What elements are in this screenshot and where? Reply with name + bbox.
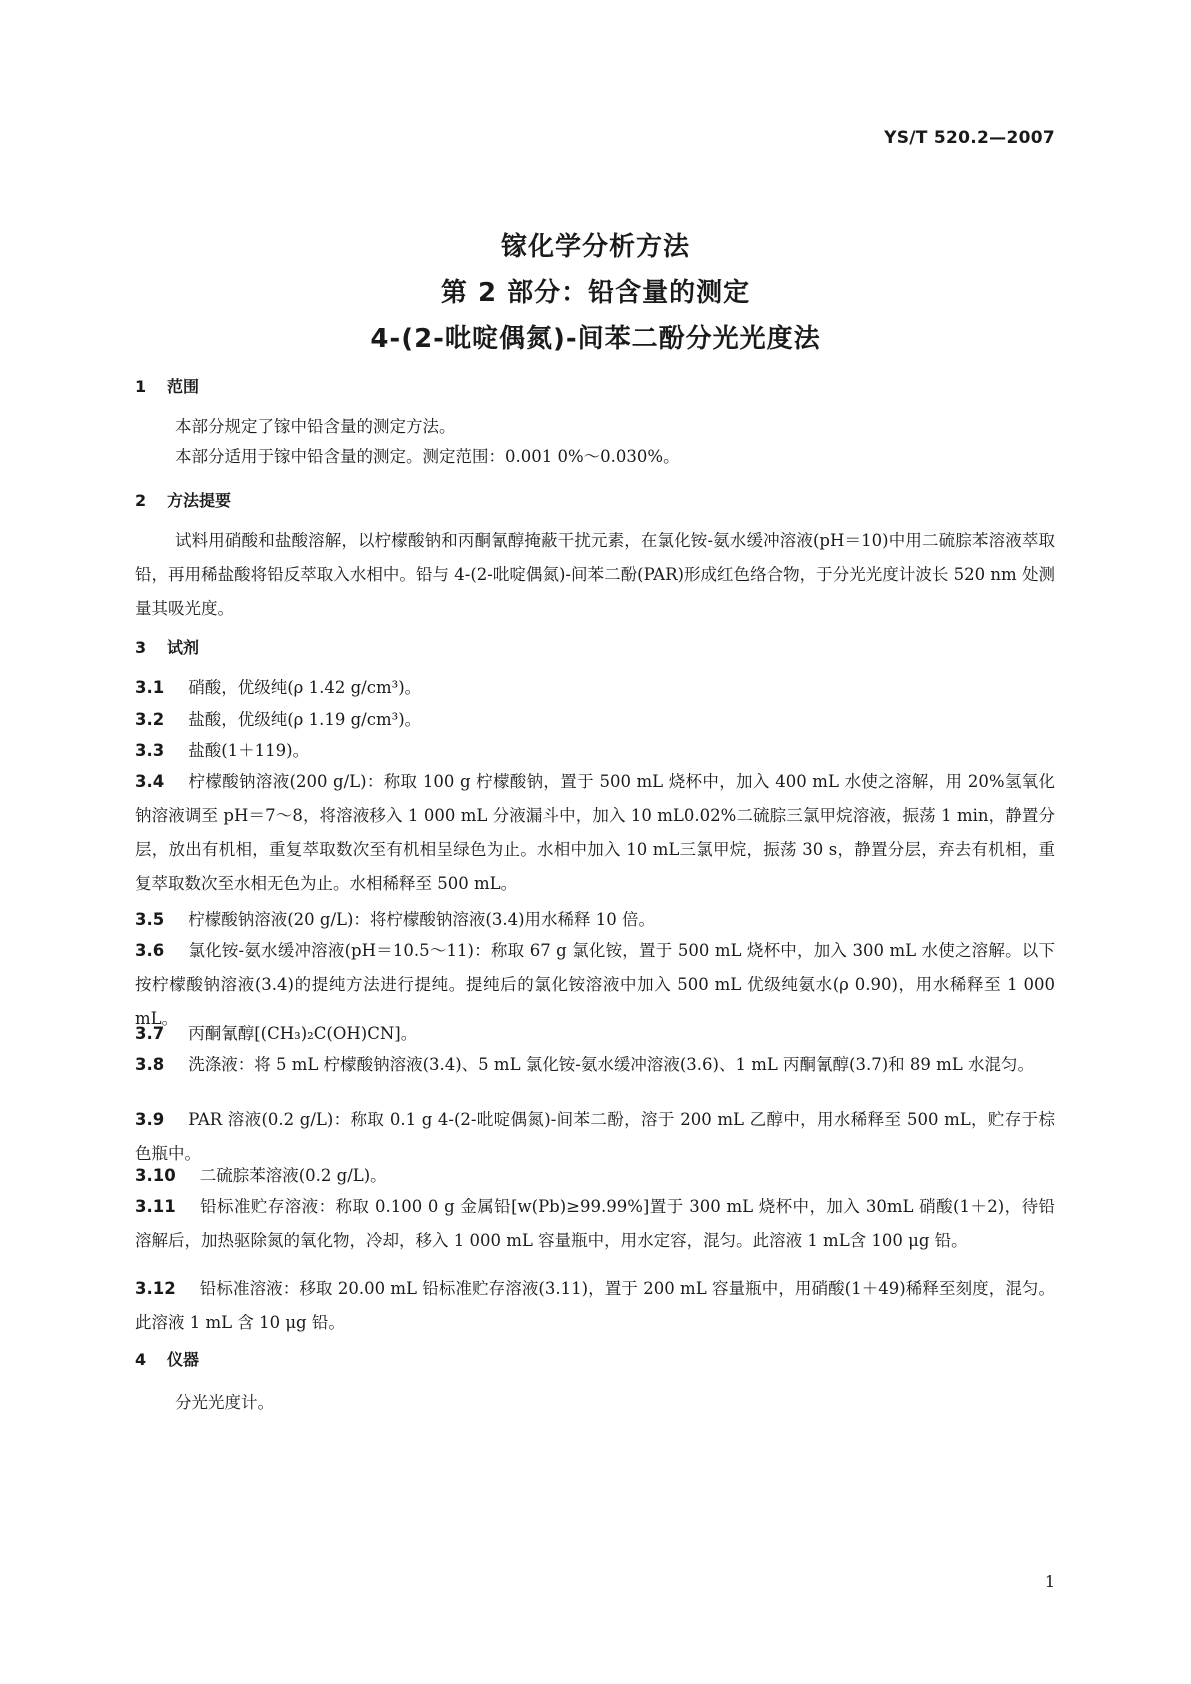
- item-text: 铅标准溶液：移取 20.00 mL 铅标准贮存溶液(3.11)，置于 200 mL 容量瓶中，用硝酸(1＋49)稀释至刻度，混匀。此溶液 1 mL 含 10 μg 铅。: [135, 1279, 1055, 1332]
- item-text: 氯化铵-氨水缓冲溶液(pH＝10.5～11)：称取 67 g 氯化铵，置于 500 mL 烧杯中，加入 300 mL 水使之溶解。以下按柠檬酸钠溶液(3.4)的提纯方法进行提纯。提纯后的氯化铵溶液中加入 500 mL 优级纯氨水(ρ 0.90)，用水稀释至 1 000 mL。: [135, 941, 1055, 1028]
- section-heading-3: [135, 635, 199, 658]
- section-heading-1: [135, 374, 199, 397]
- title-line-2: 第 2 部分：铅含量的测定: [440, 278, 751, 308]
- reagent-item: [135, 765, 1055, 901]
- item-text: 丙酮氰醇[(CH₃)₂C(OH)CN]。: [188, 1024, 418, 1043]
- item-text: 二硫腙苯溶液(0.2 g/L)。: [199, 1166, 387, 1185]
- section-heading-4: [135, 1347, 199, 1370]
- reagent-item: [135, 1272, 1055, 1340]
- item-text: 铅标准贮存溶液：称取 0.100 0 g 金属铅[w(Pb)≥99.99%]置于 300 mL 烧杯中，加入 30mL 硝酸(1＋2)，待铅溶解后，加热驱除氮的氧化物，冷却，移入 1 000 mL 容量瓶中，用水定容，混匀。此溶液 1 mL含 100 μg 铅。: [135, 1197, 1055, 1250]
- section-2-para-1: 试料用硝酸和盐酸溶解，以柠檬酸钠和丙酮氰醇掩蔽干扰元素，在氯化铵-氨水缓冲溶液(pH＝10)中用二硫腙苯溶液萃取铅，再用稀盐酸将铅反萃取入水相中。铅与 4-(2-吡啶偶氮)-间苯二酚(PAR)形成红色络合物，于分光光度计波长 520 nm 处测量其吸光度。: [135, 531, 1055, 618]
- document-title: [0, 224, 1191, 362]
- section-title: 仪器: [167, 1350, 200, 1369]
- item-number: 3.12: [135, 1279, 176, 1298]
- section-title: 方法提要: [167, 491, 232, 510]
- item-number: 3.7: [135, 1024, 165, 1043]
- section-number: 3: [135, 638, 147, 657]
- item-text: 柠檬酸钠溶液(20 g/L)：将柠檬酸钠溶液(3.4)用水稀释 10 倍。: [188, 910, 656, 929]
- item-number: 3.9: [135, 1110, 165, 1129]
- section-1-para-2: 本部分适用于镓中铅含量的测定。测定范围：0.001 0%～0.030%。: [175, 447, 680, 466]
- item-number: 3.8: [135, 1055, 165, 1074]
- item-number: 3.2: [135, 710, 165, 729]
- section-heading-2: [135, 488, 231, 511]
- title-line-1: 镓化学分析方法: [500, 232, 690, 262]
- reagent-item: [135, 1190, 1055, 1258]
- section-1-para-1: 本部分规定了镓中铅含量的测定方法。: [175, 417, 456, 436]
- item-text: 柠檬酸钠溶液(200 g/L)：称取 100 g 柠檬酸钠，置于 500 mL 烧杯中，加入 400 mL 水使之溶解，用 20%氢氧化钠溶液调至 pH＝7～8，将溶液移入 1 000 mL 分液漏斗中，加入 10 mL0.02%二硫腙三氯甲烷溶液，振荡 1 min，静置分层，放出有机相，重复萃取数次至有机相呈绿色为止。水相中加入 10 mL三氯甲烷，振荡 30 s，静置分层，弃去有机相，重复萃取数次至水相无色为止。水相稀释至 500 mL。: [135, 772, 1055, 893]
- item-number: 3.10: [135, 1166, 176, 1185]
- item-text: PAR 溶液(0.2 g/L)：称取 0.1 g 4-(2-吡啶偶氮)-间苯二酚，溶于 200 mL 乙醇中，用水稀释至 500 mL，贮存于棕色瓶中。: [135, 1110, 1055, 1163]
- reagent-item: [135, 1048, 1055, 1082]
- item-number: 3.3: [135, 741, 165, 760]
- reagent-item: [135, 1017, 1055, 1051]
- reagent-item: [135, 734, 1055, 768]
- item-text: 盐酸(1＋119)。: [188, 741, 310, 760]
- reagent-item: [135, 1159, 1055, 1193]
- section-title: 试剂: [167, 638, 200, 657]
- section-number: 2: [135, 491, 147, 510]
- section-number: 1: [135, 377, 147, 396]
- reagent-item: [135, 903, 1055, 937]
- item-text: 盐酸，优级纯(ρ 1.19 g/cm³)。: [188, 710, 422, 729]
- reagent-item: [135, 703, 1055, 737]
- section-title: 范围: [167, 377, 200, 396]
- item-number: 3.5: [135, 910, 165, 929]
- item-number: 3.6: [135, 941, 165, 960]
- page-number: 1: [1044, 1572, 1055, 1591]
- section-number: 4: [135, 1350, 147, 1369]
- item-number: 3.4: [135, 772, 165, 791]
- item-text: 洗涤液：将 5 mL 柠檬酸钠溶液(3.4)、5 mL 氯化铵-氨水缓冲溶液(3.6)、1 mL 丙酮氰醇(3.7)和 89 mL 水混匀。: [188, 1055, 1035, 1074]
- standard-code: YS/T 520.2—2007: [884, 128, 1055, 148]
- item-text: 硝酸，优级纯(ρ 1.42 g/cm³)。: [188, 678, 422, 697]
- reagent-item: [135, 671, 1055, 705]
- item-number: 3.11: [135, 1197, 176, 1216]
- item-number: 3.1: [135, 678, 165, 697]
- title-line-3: 4-(2-吡啶偶氮)-间苯二酚分光光度法: [370, 324, 821, 354]
- section-4-para-1: 分光光度计。: [175, 1393, 274, 1412]
